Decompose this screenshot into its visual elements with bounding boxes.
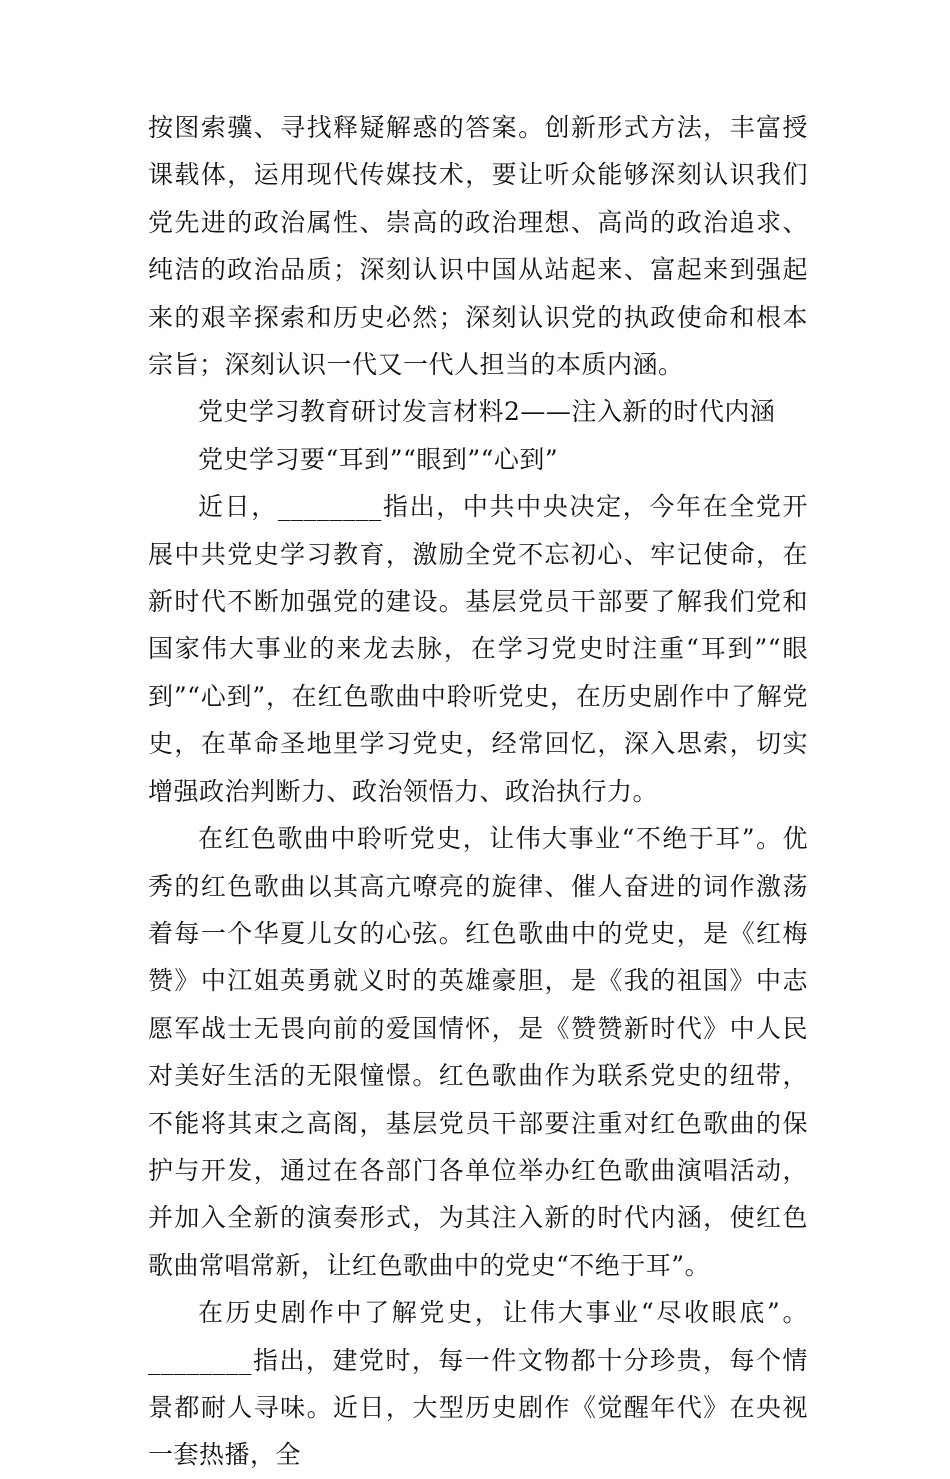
paragraph-historical-drama: 在历史剧作中了解党史，让伟大事业“尽收眼底”。________指出，建党时，每一件文物都十分珍贵，每个情景都耐人寻味。近日，大型历史剧作《觉醒年代》在央视一套热播，全 xyxy=(148,1298,808,1470)
paragraph-continuation: 按图索骥、寻找释疑解惑的答案。创新形式方法，丰富授课载体，运用现代传媒技术，要让听众能够深刻认识我们党先进的政治属性、崇高的政治理想、高尚的政治追求、纯洁的政治品质；深刻认识中国从站起来、富起来到强起来的艰辛探索和历史必然；深刻认识党的执政使命和根本宗旨；深刻认识一代又一代人担当的本质内涵。 xyxy=(148,113,808,380)
document-body xyxy=(148,104,808,1479)
paragraph-red-songs: 在红色歌曲中聆听党史，让伟大事业“不绝于耳”。优秀的红色歌曲以其高亢嘹亮的旋律、催人奋进的词作激荡着每一个华夏儿女的心弦。红色歌曲中的党史，是《红梅赞》中江姐英勇就义时的英雄豪胆，是《我的祖国》中志愿军战士无畏向前的爱国情怀，是《赞赞新时代》中人民对美好生活的无限憧憬。红色歌曲作为联系党史的纽带，不能将其束之高阁，基层党员干部要注重对红色歌曲的保护与开发，通过在各部门各单位举办红色歌曲演唱活动，并加入全新的演奏形式，为其注入新的时代内涵，使红色歌曲常唱常新，让红色歌曲中的党史“不绝于耳”。 xyxy=(148,824,808,1280)
section-subheading: 党史学习要“耳到”“眼到”“心到” xyxy=(198,444,559,474)
section-heading: 党史学习教育研讨发言材料2——注入新的时代内涵 xyxy=(198,397,776,427)
paragraph-intro: 近日，________指出，中共中央决定，今年在全党开展中共党史学习教育，激励全党不忘初心、牢记使命，在新时代不断加强党的建设。基层党员干部要了解我们党和国家伟大事业的来龙去脉，在学习党史时注重“耳到”“眼到”“心到”，在红色歌曲中聆听党史，在历史剧作中了解党史，在革命圣地里学习党史，经常回忆，深入思索，切实增强政治判断力、政治领悟力、政治执行力。 xyxy=(148,492,808,806)
